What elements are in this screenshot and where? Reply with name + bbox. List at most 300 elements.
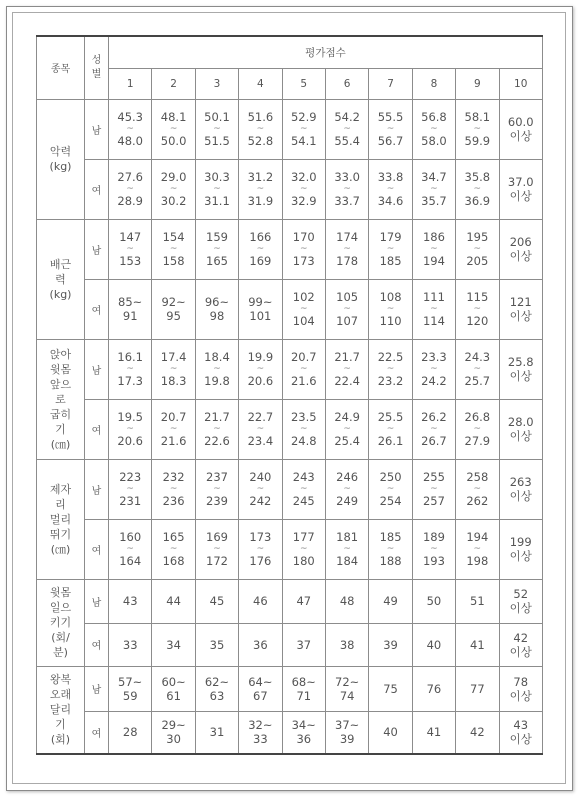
- range-tilde: ~: [169, 124, 178, 134]
- header-score-title: 평가점수: [109, 36, 543, 68]
- sex-cell: 남: [85, 579, 109, 623]
- range-tilde: ~: [169, 244, 178, 254]
- score-cell: [499, 666, 542, 711]
- score-cell-line: 178: [336, 254, 359, 268]
- score-cell-line: 48.0: [117, 134, 143, 148]
- score-cell: [195, 159, 238, 219]
- score-cell-line: 104: [292, 314, 315, 328]
- score-cell-line: 98: [209, 309, 225, 323]
- score-cell-line: 158: [162, 254, 185, 268]
- score-cell: [369, 623, 412, 666]
- header-score-9: 9: [456, 68, 499, 99]
- score-cell: [325, 279, 368, 339]
- score-cell: [369, 219, 412, 279]
- score-cell-line: 194: [466, 530, 489, 544]
- range-tilde: ~: [256, 184, 265, 194]
- score-cell: [109, 666, 152, 711]
- score-cell-line: 54.1: [290, 134, 317, 148]
- score-cell-line: 74: [339, 688, 355, 703]
- range-tilde: ~: [343, 544, 351, 554]
- score-cell-line: 33.0: [334, 170, 360, 184]
- sex-cell: 남: [85, 339, 109, 399]
- range-tilde: ~: [213, 124, 221, 134]
- score-cell: [456, 711, 499, 754]
- score-cell-line: 33.7: [334, 194, 360, 208]
- score-cell: [239, 219, 282, 279]
- score-cell-line: 249: [336, 494, 359, 508]
- score-cell-line: 107: [336, 314, 359, 328]
- score-cell: [195, 519, 238, 579]
- fitness-score-table: [36, 35, 543, 755]
- score-cell-line: 22.7: [247, 410, 274, 424]
- score-cell-line: 45.3: [117, 110, 143, 124]
- score-cell-line: 이상: [509, 429, 532, 443]
- score-cell-line: 51.5: [204, 134, 230, 148]
- table-row: [37, 623, 543, 666]
- score-cell: [195, 711, 238, 754]
- score-cell-line: 35.8: [464, 170, 491, 184]
- score-cell-line: 35.7: [421, 194, 447, 208]
- score-cell-line: 이상: [509, 309, 532, 323]
- range-tilde: ~: [299, 124, 308, 134]
- score-cell: [456, 519, 499, 579]
- score-cell: [412, 519, 455, 579]
- category-cell: 제자 리 멀리 뛰기 (㎝): [37, 459, 85, 579]
- range-tilde: ~: [169, 184, 178, 194]
- score-cell-line: 160: [119, 530, 142, 544]
- score-cell-line: 40: [426, 637, 442, 652]
- score-cell-line: 105: [336, 290, 359, 304]
- score-cell: [282, 459, 325, 519]
- score-cell-line: 31.1: [204, 194, 230, 208]
- score-cell: [239, 666, 282, 711]
- range-tilde: ~: [343, 484, 351, 494]
- header-score-2: 2: [152, 68, 195, 99]
- score-cell-line: 250: [379, 470, 402, 484]
- score-cell: [456, 399, 499, 459]
- score-cell: [152, 99, 195, 159]
- score-cell-line: 25.7: [464, 374, 491, 388]
- range-tilde: ~: [343, 304, 351, 314]
- score-cell-line: 31.9: [247, 194, 274, 208]
- score-cell-line: 77: [470, 681, 485, 696]
- sex-cell: 남: [85, 219, 109, 279]
- score-cell: [195, 219, 238, 279]
- score-cell-line: 28.0: [507, 415, 534, 429]
- score-cell-line: 22.6: [204, 434, 230, 448]
- score-cell: [456, 279, 499, 339]
- score-cell-line: 34~: [291, 718, 316, 733]
- score-cell-line: 263: [509, 475, 532, 489]
- score-cell-line: 45: [209, 594, 225, 608]
- range-tilde: ~: [473, 124, 482, 134]
- range-tilde: ~: [256, 544, 265, 554]
- score-cell-line: 205: [466, 254, 489, 268]
- score-cell-line: 189: [422, 530, 445, 544]
- score-cell-line: 169: [249, 254, 272, 268]
- score-cell-line: 59: [122, 688, 138, 703]
- score-cell-line: 55.5: [377, 110, 404, 124]
- score-cell-line: 36: [296, 732, 312, 747]
- header-category: 종목: [37, 36, 85, 99]
- score-cell-line: 32~: [248, 718, 273, 733]
- range-tilde: ~: [213, 244, 221, 254]
- score-cell: [369, 279, 412, 339]
- score-cell-line: 242: [249, 494, 272, 508]
- score-cell: [152, 159, 195, 219]
- range-tilde: ~: [473, 184, 482, 194]
- score-cell: [239, 623, 282, 666]
- score-cell-line: 166: [249, 230, 272, 244]
- score-cell-line: 23.5: [290, 410, 317, 424]
- sex-cell: 여: [85, 159, 109, 219]
- score-cell-line: 20.6: [247, 374, 274, 388]
- score-cell-line: 42: [470, 725, 485, 740]
- score-cell-line: 29~: [161, 718, 186, 733]
- score-cell-line: 35: [209, 637, 225, 652]
- range-tilde: ~: [430, 544, 438, 554]
- range-tilde: ~: [473, 484, 482, 494]
- range-tilde: ~: [386, 244, 395, 254]
- range-tilde: ~: [473, 244, 482, 254]
- table-row: [37, 579, 543, 623]
- score-cell-line: 28.9: [117, 194, 143, 208]
- score-cell-line: 96~: [204, 295, 230, 309]
- score-cell-line: 34.7: [421, 170, 447, 184]
- score-cell-line: 34: [166, 637, 181, 652]
- score-cell-line: 55.4: [334, 134, 360, 148]
- score-cell-line: 91: [122, 309, 138, 323]
- range-tilde: ~: [126, 484, 134, 494]
- score-cell-line: 165: [162, 530, 185, 544]
- range-tilde: ~: [169, 364, 178, 374]
- score-cell-line: 33.8: [377, 170, 404, 184]
- score-cell: [239, 711, 282, 754]
- score-cell-line: 27.6: [117, 170, 143, 184]
- score-cell-line: 68~: [291, 674, 316, 689]
- range-tilde: ~: [343, 364, 351, 374]
- table-row: [37, 219, 543, 279]
- score-cell-line: 258: [466, 470, 489, 484]
- range-tilde: ~: [473, 364, 482, 374]
- score-cell-line: 101: [249, 309, 272, 323]
- score-cell-line: 48: [339, 594, 355, 608]
- score-cell-line: 28: [122, 725, 138, 740]
- score-cell-line: 186: [422, 230, 445, 244]
- score-cell-line: 23.4: [247, 434, 274, 448]
- table-row: [37, 459, 543, 519]
- score-cell-line: 40: [383, 725, 398, 740]
- score-cell: [369, 666, 412, 711]
- score-cell: [499, 459, 542, 519]
- score-cell-line: 185: [379, 254, 402, 268]
- score-cell-line: 42: [513, 630, 529, 645]
- score-cell: [109, 459, 152, 519]
- score-cell-line: 17.3: [117, 374, 143, 388]
- score-cell-line: 18.3: [160, 374, 187, 388]
- score-cell-line: 102: [292, 290, 315, 304]
- score-cell-line: 이상: [509, 688, 532, 703]
- score-cell: [369, 339, 412, 399]
- score-cell-line: 24.2: [421, 374, 447, 388]
- score-cell-line: 이상: [509, 369, 532, 383]
- score-cell-line: 239: [206, 494, 228, 508]
- score-cell-line: 168: [162, 554, 185, 568]
- table-row: [37, 399, 543, 459]
- score-cell-line: 195: [466, 230, 489, 244]
- score-cell-line: 26.2: [421, 410, 447, 424]
- score-cell: [152, 623, 195, 666]
- score-cell: [282, 99, 325, 159]
- score-cell: [195, 279, 238, 339]
- score-cell-line: 22.5: [377, 350, 404, 364]
- range-tilde: ~: [126, 424, 134, 434]
- score-cell: [109, 579, 152, 623]
- score-cell-line: 20.6: [117, 434, 143, 448]
- score-cell: [282, 339, 325, 399]
- score-cell-line: 64~: [248, 674, 273, 689]
- score-cell-line: 174: [336, 230, 359, 244]
- table-row: [37, 666, 543, 711]
- score-cell-line: 34.6: [377, 194, 404, 208]
- score-cell-line: 27.9: [464, 434, 491, 448]
- score-cell-line: 21.7: [334, 350, 360, 364]
- score-cell-line: 60~: [161, 674, 186, 689]
- score-cell: [325, 339, 368, 399]
- range-tilde: ~: [343, 424, 351, 434]
- score-cell-line: 85~: [118, 295, 143, 309]
- score-cell: [325, 399, 368, 459]
- score-cell-line: 24.9: [334, 410, 360, 424]
- score-cell-line: 이상: [509, 549, 532, 563]
- range-tilde: ~: [126, 364, 134, 374]
- score-cell: [412, 579, 455, 623]
- score-cell: [109, 159, 152, 219]
- score-cell-line: 78: [513, 674, 529, 689]
- score-cell-line: 240: [249, 470, 272, 484]
- header-score-6: 6: [325, 68, 368, 99]
- category-cell: 배근 력 (kg): [37, 219, 85, 339]
- score-cell: [152, 279, 195, 339]
- score-cell: [369, 99, 412, 159]
- score-cell-line: 22.4: [334, 374, 360, 388]
- score-cell-line: 58.0: [421, 134, 447, 148]
- score-cell: [499, 219, 542, 279]
- header-score-1: 1: [109, 68, 152, 99]
- range-tilde: ~: [299, 424, 308, 434]
- score-cell: [369, 459, 412, 519]
- score-cell-line: 30.2: [160, 194, 187, 208]
- score-cell: [195, 339, 238, 399]
- score-cell-line: 165: [206, 254, 228, 268]
- score-cell-line: 49: [383, 594, 398, 608]
- sex-cell: 여: [85, 519, 109, 579]
- score-cell-line: 185: [379, 530, 402, 544]
- table-row: [37, 339, 543, 399]
- sex-cell: 남: [85, 459, 109, 519]
- score-cell-line: 26.8: [464, 410, 491, 424]
- score-cell-line: 257: [422, 494, 445, 508]
- range-tilde: ~: [126, 544, 134, 554]
- range-tilde: ~: [386, 304, 395, 314]
- score-cell: [325, 711, 368, 754]
- score-cell: [239, 519, 282, 579]
- score-cell: [499, 159, 542, 219]
- score-cell: [499, 711, 542, 754]
- score-cell: [282, 666, 325, 711]
- score-cell: [456, 339, 499, 399]
- score-cell-line: 이상: [509, 249, 532, 263]
- score-cell-line: 19.5: [117, 410, 143, 424]
- score-cell: [109, 399, 152, 459]
- range-tilde: ~: [430, 364, 438, 374]
- score-cell: [282, 279, 325, 339]
- score-cell-line: 51.6: [247, 110, 274, 124]
- header-score-row: [37, 68, 543, 99]
- range-tilde: ~: [213, 364, 221, 374]
- score-cell-line: 20.7: [160, 410, 187, 424]
- header-score-8: 8: [412, 68, 455, 99]
- category-cell: 악력 (kg): [37, 99, 85, 219]
- range-tilde: ~: [256, 124, 265, 134]
- score-cell: [456, 579, 499, 623]
- score-cell-line: 170: [292, 230, 315, 244]
- score-cell-line: 232: [162, 470, 185, 484]
- score-cell: [456, 459, 499, 519]
- score-cell: [239, 399, 282, 459]
- score-cell-line: 이상: [509, 732, 532, 747]
- score-cell-line: 32.0: [290, 170, 317, 184]
- score-cell-line: 24.3: [464, 350, 491, 364]
- table-row: [37, 519, 543, 579]
- score-cell-line: 194: [422, 254, 445, 268]
- score-cell-line: 173: [292, 254, 315, 268]
- score-cell: [152, 459, 195, 519]
- score-cell-line: 72~: [335, 674, 360, 689]
- score-cell-line: 153: [119, 254, 142, 268]
- score-cell-line: 50.0: [160, 134, 187, 148]
- score-cell-line: 184: [336, 554, 359, 568]
- score-cell-line: 99~: [248, 295, 273, 309]
- score-cell-line: 173: [249, 530, 272, 544]
- score-cell-line: 121: [509, 295, 532, 309]
- score-cell-line: 43: [513, 718, 529, 733]
- range-tilde: ~: [256, 244, 265, 254]
- score-cell: [195, 666, 238, 711]
- score-cell-line: 75: [383, 681, 398, 696]
- score-cell-line: 164: [119, 554, 142, 568]
- score-cell-line: 47: [296, 594, 312, 608]
- score-cell: [282, 711, 325, 754]
- range-tilde: ~: [169, 424, 178, 434]
- score-cell: [412, 399, 455, 459]
- score-cell: [282, 399, 325, 459]
- score-cell: [195, 399, 238, 459]
- score-cell-line: 41: [470, 637, 485, 652]
- score-cell: [109, 279, 152, 339]
- score-cell: [239, 279, 282, 339]
- range-tilde: ~: [299, 304, 308, 314]
- score-cell: [152, 579, 195, 623]
- header-sex-text: 성 별: [91, 54, 102, 80]
- score-cell-line: 48.1: [160, 110, 187, 124]
- table-row: [37, 711, 543, 754]
- score-cell-line: 236: [162, 494, 185, 508]
- table-row: [37, 279, 543, 339]
- score-cell: [499, 623, 542, 666]
- score-cell: [456, 99, 499, 159]
- score-cell-line: 29.0: [160, 170, 187, 184]
- score-cell-line: 223: [119, 470, 142, 484]
- score-cell: [456, 159, 499, 219]
- score-cell: [325, 579, 368, 623]
- score-cell-line: 25.4: [334, 434, 360, 448]
- score-cell: [282, 579, 325, 623]
- range-tilde: ~: [169, 544, 178, 554]
- score-cell-line: 21.6: [290, 374, 317, 388]
- score-cell: [109, 623, 152, 666]
- range-tilde: ~: [256, 424, 265, 434]
- score-cell-line: 33: [122, 637, 138, 652]
- range-tilde: ~: [299, 364, 308, 374]
- score-cell-line: 18.4: [204, 350, 230, 364]
- header-score-10: 10: [499, 68, 542, 99]
- score-cell-line: 39: [383, 637, 398, 652]
- score-cell: [325, 623, 368, 666]
- range-tilde: ~: [430, 184, 438, 194]
- score-cell-line: 44: [166, 594, 181, 608]
- range-tilde: ~: [343, 124, 351, 134]
- score-cell: [412, 711, 455, 754]
- score-cell-line: 19.8: [204, 374, 230, 388]
- score-cell-line: 26.1: [377, 434, 404, 448]
- score-cell: [239, 579, 282, 623]
- score-cell: [282, 219, 325, 279]
- score-cell: [499, 399, 542, 459]
- score-cell: [152, 399, 195, 459]
- score-cell: [109, 711, 152, 754]
- category-cell: 왕복 오래 달리 기 (회): [37, 666, 85, 754]
- score-cell-line: 이상: [509, 644, 532, 659]
- sex-cell: 남: [85, 99, 109, 159]
- score-cell-line: 193: [422, 554, 445, 568]
- range-tilde: ~: [213, 544, 221, 554]
- sex-cell: 여: [85, 711, 109, 754]
- score-cell: [195, 623, 238, 666]
- score-cell: [456, 219, 499, 279]
- score-cell-line: 58.1: [464, 110, 491, 124]
- score-cell-line: 180: [292, 554, 315, 568]
- score-cell: [325, 459, 368, 519]
- score-cell: [412, 339, 455, 399]
- score-cell-line: 30: [166, 732, 181, 747]
- score-cell: [499, 99, 542, 159]
- score-cell-line: 16.1: [117, 350, 143, 364]
- header-score-7: 7: [369, 68, 412, 99]
- score-cell-line: 179: [379, 230, 402, 244]
- score-cell-line: 이상: [509, 129, 532, 143]
- score-cell: [499, 579, 542, 623]
- score-cell: [282, 159, 325, 219]
- score-cell-line: 41: [426, 725, 442, 740]
- score-cell-line: 61: [166, 688, 181, 703]
- score-cell: [412, 459, 455, 519]
- score-cell-line: 46: [253, 594, 268, 608]
- range-tilde: ~: [256, 484, 265, 494]
- table-body: [37, 99, 543, 754]
- score-cell-line: 이상: [509, 601, 532, 615]
- score-cell: [195, 459, 238, 519]
